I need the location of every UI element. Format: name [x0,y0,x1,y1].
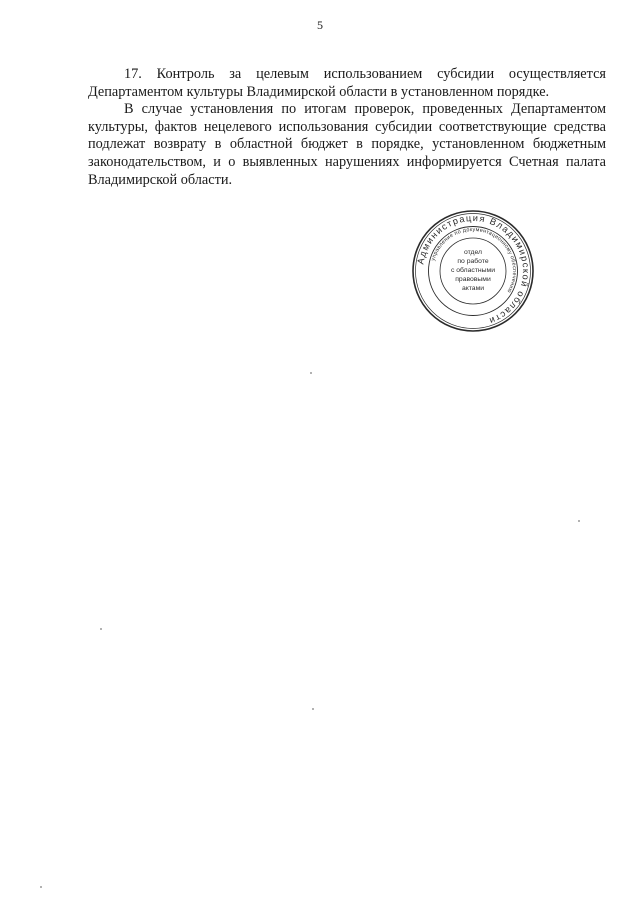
document-body [88,66,606,189]
stamp-center-line: с областными [450,267,496,274]
scan-speck [310,372,312,374]
stamp-center-line: по работе [457,258,489,265]
scan-speck [312,708,314,710]
scan-speck [40,886,42,888]
stamp-outer-text: Администрация Владимирской области [415,212,532,327]
scan-speck [100,628,102,630]
stamp-inner-text: управление по документационному обеспечению [430,226,518,294]
paragraph-refund-clause: В случае установления по итогам проверок, проведенных Департаментом культуры, фактов нецелевого использования субсидии соответствующие средства подлежат возврату в областной бюджет в порядке, установленном бюджетным законодательством, и о выявленных нарушениях информируется Счетная палата Владимирской области. [88,101,606,188]
page-number: 5 [317,18,323,32]
paragraph-control-clause: 17. Контроль за целевым использованием субсидии осуществляется Департаментом культуры Владимирской области в установленном порядке. [88,66,606,100]
stamp-seal-graphic [410,208,536,334]
scan-speck [578,520,580,522]
stamp-center-text [451,249,495,292]
official-stamp [410,208,536,334]
stamp-center-line: правовыми [455,276,491,283]
stamp-center-line: актами [461,285,485,292]
stamp-center-line: отдел [463,249,483,256]
